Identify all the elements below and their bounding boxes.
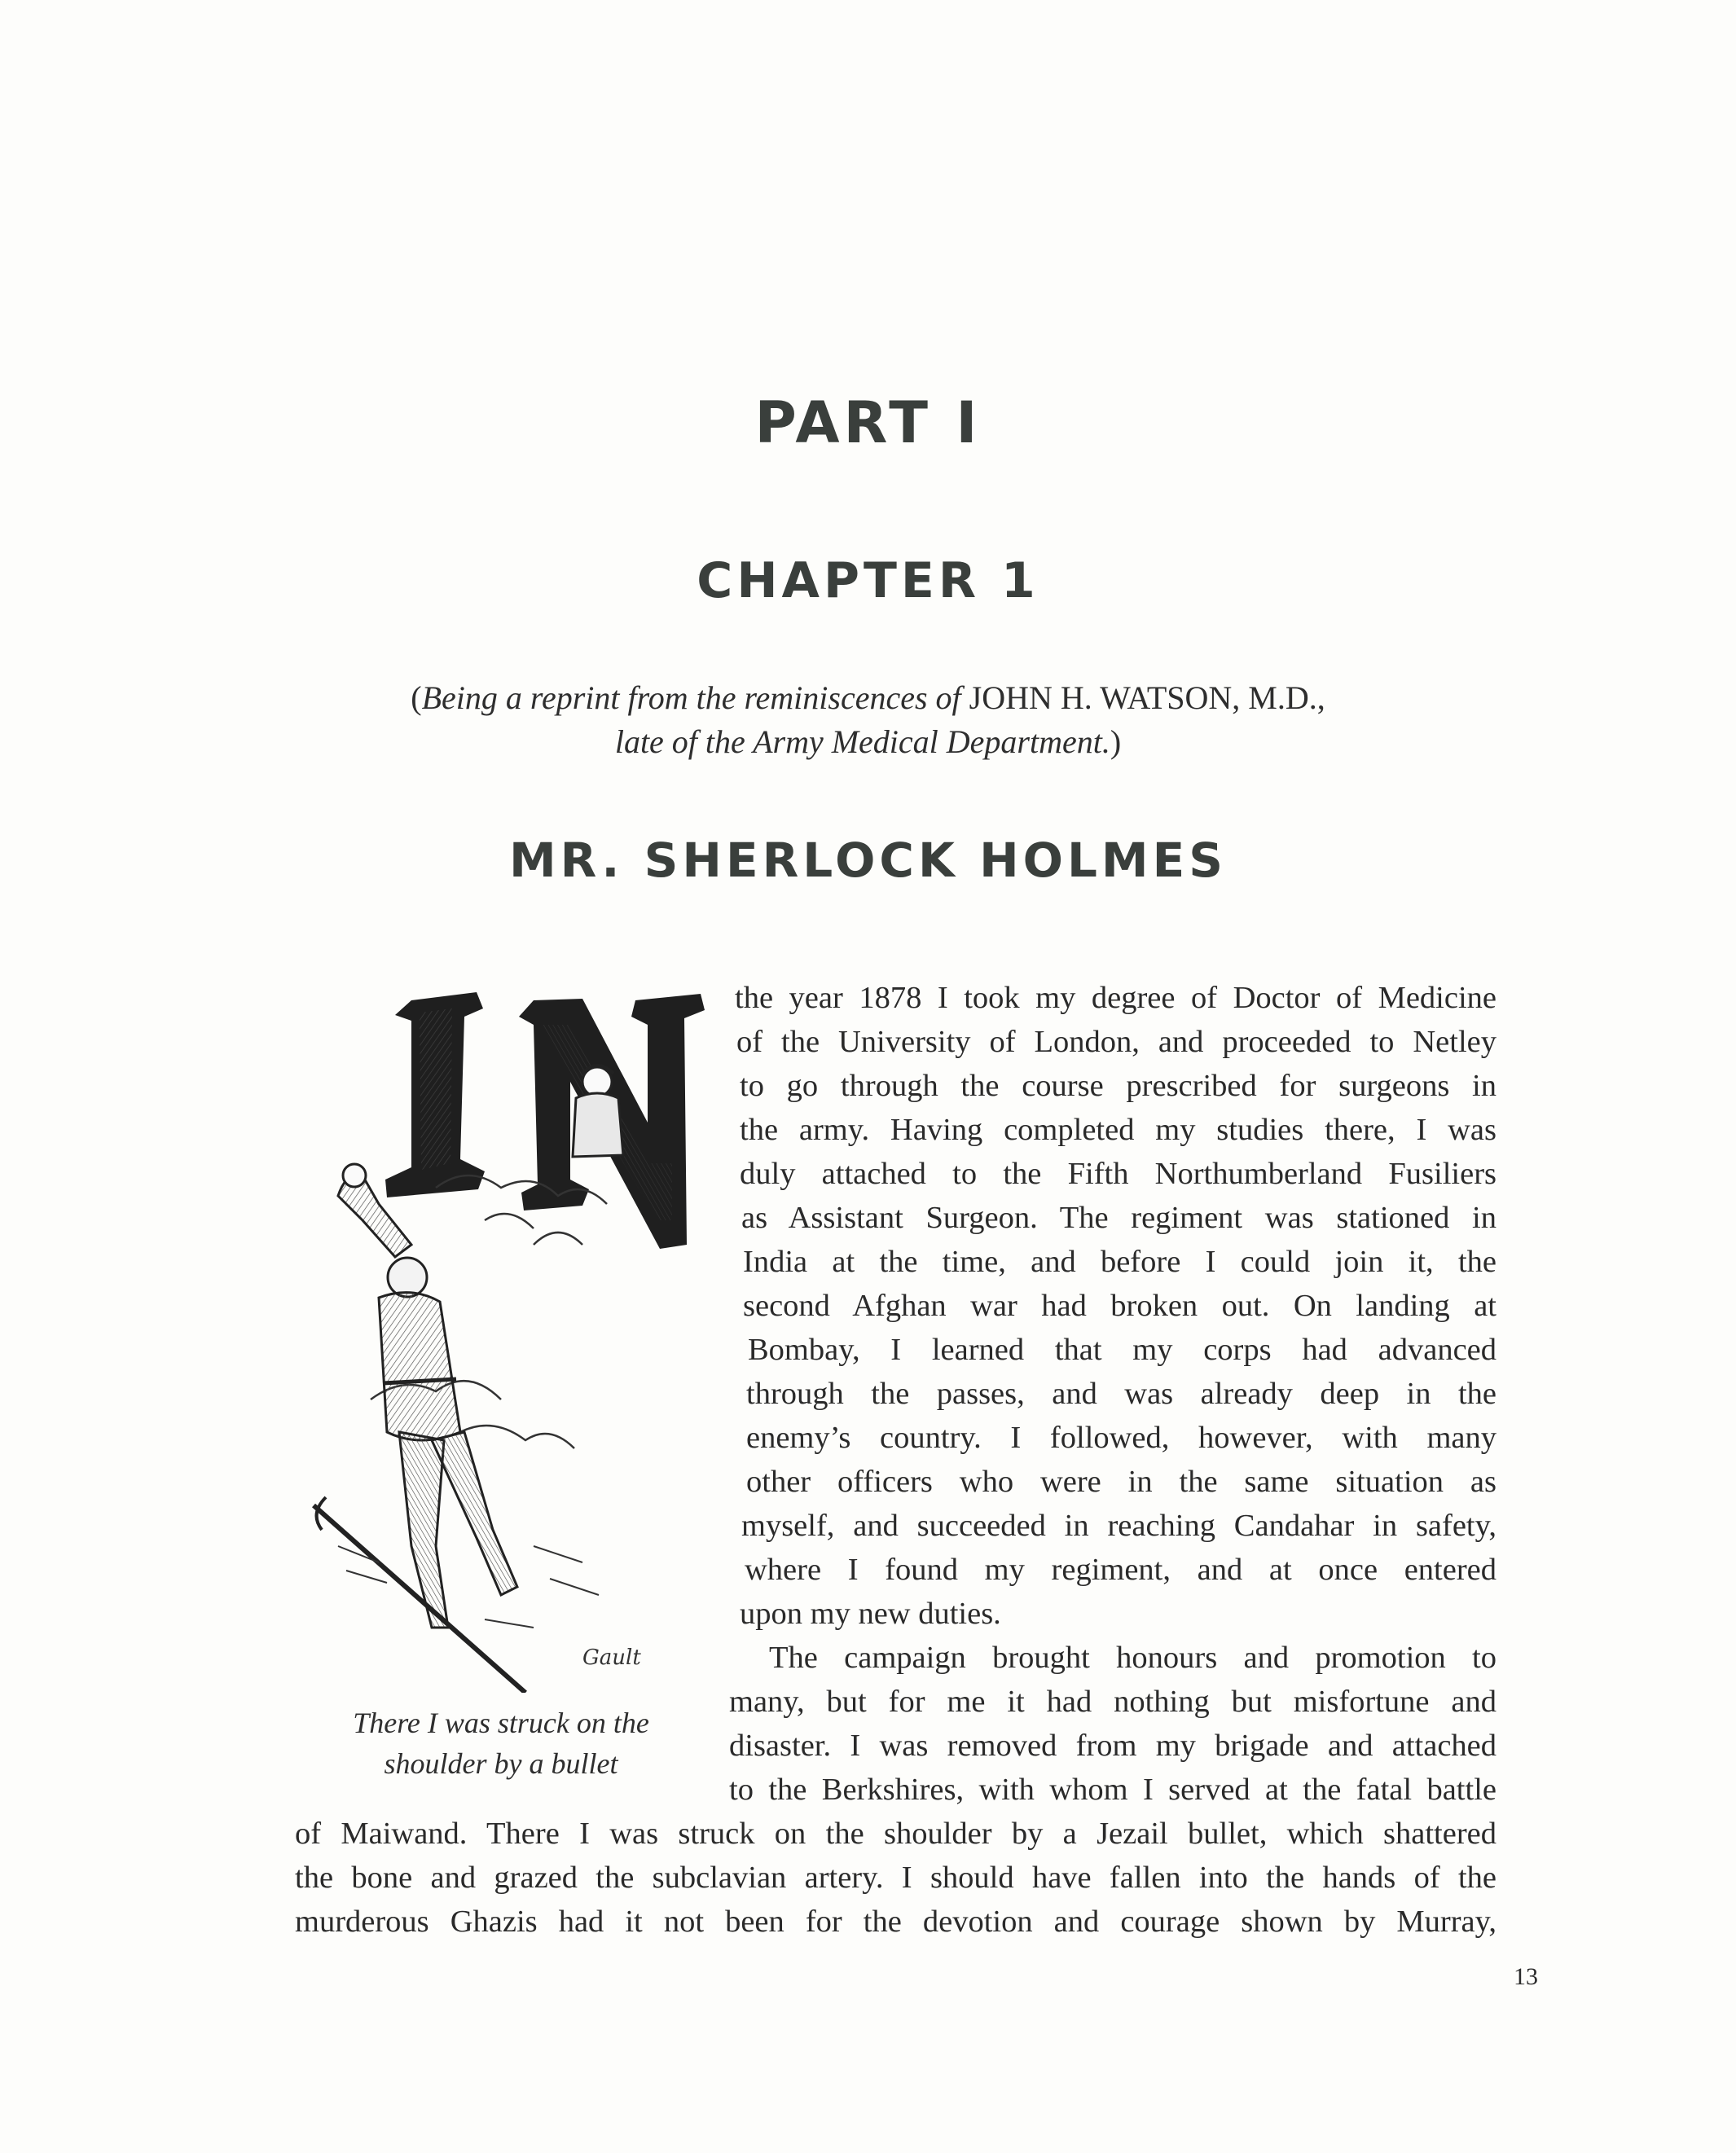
body-line: disaster. I was removed from my brigade and attached bbox=[729, 1729, 1496, 1763]
chapter-subtitle bbox=[0, 676, 1736, 764]
body-line: where I found my regiment, and at once entered bbox=[745, 1553, 1496, 1587]
body-line: other officers who were in the same situation as bbox=[746, 1465, 1496, 1499]
body-line: India at the time, and before I could join it, the bbox=[743, 1245, 1496, 1279]
part-heading: PART I bbox=[754, 389, 982, 456]
soldier-figure bbox=[314, 1164, 525, 1693]
story-title: MR. SHERLOCK HOLMES bbox=[508, 833, 1228, 888]
subtitle-line-1 bbox=[0, 676, 1736, 720]
body-line: murderous Ghazis had it not been for the devotion and courage shown by Murray, bbox=[295, 1905, 1496, 1939]
drop-cap-illustration bbox=[289, 976, 729, 1693]
body-line: upon my new duties. bbox=[740, 1597, 1001, 1631]
body-line: Bombay, I learned that my corps had advanced bbox=[748, 1333, 1496, 1367]
artist-signature: Gault bbox=[582, 1646, 641, 1670]
caption-line: shoulder by a bullet bbox=[384, 1747, 618, 1780]
body-line: of the University of London, and proceeded to Netley bbox=[736, 1025, 1496, 1059]
body-line: enemy’s country. I followed, however, with many bbox=[746, 1421, 1496, 1455]
page-number: 13 bbox=[1514, 1963, 1538, 1990]
body-line: as Assistant Surgeon. The regiment was stationed in bbox=[741, 1201, 1496, 1235]
body-line: many, but for me it had nothing but misfortune and bbox=[729, 1685, 1496, 1719]
body-line: to the Berkshires, with whom I served at the fatal battle bbox=[729, 1773, 1496, 1807]
body-line: the army. Having completed my studies there, I was bbox=[740, 1113, 1496, 1147]
caption-line: There I was struck on the bbox=[353, 1707, 649, 1739]
subtitle-italic-1: Being a reprint from the reminiscences of bbox=[421, 679, 969, 716]
subtitle-open-paren: ( bbox=[411, 679, 422, 716]
body-line: the year 1878 I took my degree of Doctor of Medicine bbox=[735, 981, 1496, 1015]
body-line: of Maiwand. There I was struck on the shoulder by a Jezail bullet, which shattered bbox=[295, 1817, 1496, 1851]
body-line: second Afghan war had broken out. On landing at bbox=[743, 1289, 1496, 1323]
body-line: to go through the course prescribed for surgeons in bbox=[740, 1069, 1496, 1103]
chapter-heading: CHAPTER 1 bbox=[697, 552, 1039, 609]
body-line: myself, and succeeded in reaching Candahar in safety, bbox=[741, 1509, 1496, 1543]
body-line: the bone and grazed the subclavian artery. I should have fallen into the hands of the bbox=[295, 1861, 1496, 1895]
drop-cap-letter-i bbox=[385, 992, 485, 1197]
body-line: The campaign brought honours and promotion to bbox=[769, 1641, 1496, 1675]
subtitle-line-2 bbox=[0, 720, 1736, 764]
body-line: through the passes, and was already deep in the bbox=[746, 1377, 1496, 1411]
illustration-caption bbox=[310, 1703, 692, 1784]
body-line: duly attached to the Fifth Northumberland Fusiliers bbox=[740, 1157, 1496, 1191]
subtitle-author-name: JOHN H. WATSON, M.D., bbox=[969, 679, 1325, 716]
subtitle-italic-2: late of the Army Medical Department. bbox=[614, 723, 1110, 760]
subtitle-close-paren: ) bbox=[1110, 723, 1122, 760]
